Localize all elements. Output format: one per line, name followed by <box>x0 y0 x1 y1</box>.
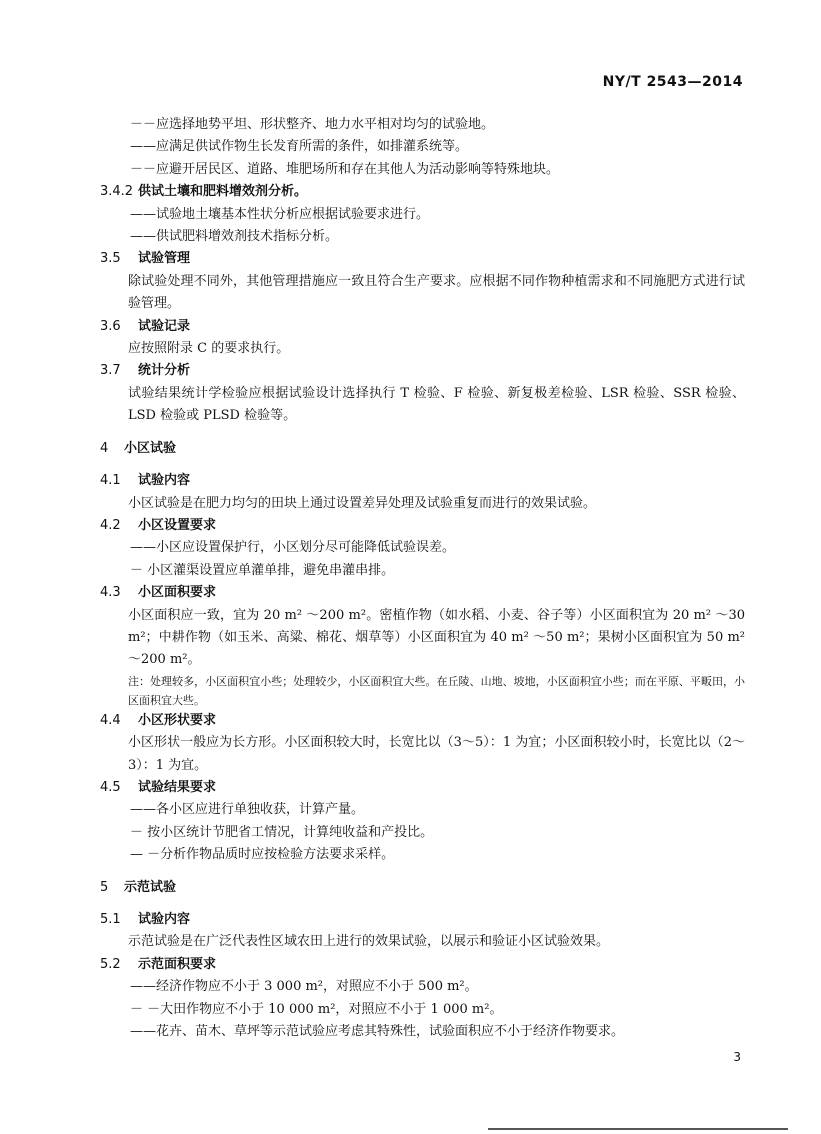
section-number: 3.5 <box>100 251 121 267</box>
document-body <box>100 114 745 1043</box>
section-title: 小区面积要求 <box>138 585 217 601</box>
bottom-rule <box>488 1128 788 1130</box>
section-number: 3.4.2 <box>100 184 134 200</box>
subsection-heading <box>100 248 745 270</box>
list-item: ——各小区应进行单独收获，计算产量。 <box>130 802 365 818</box>
section-title: 小区设置要求 <box>138 517 217 533</box>
section-title: 试验记录 <box>138 318 191 334</box>
section-number: 4 <box>100 440 109 456</box>
section-number: 3.6 <box>100 318 121 334</box>
section-heading <box>100 877 745 899</box>
section-title: 试验内容 <box>138 912 191 927</box>
subsection-heading <box>100 360 745 382</box>
section-number: 4.3 <box>100 585 121 601</box>
section-number: 5.2 <box>100 956 121 972</box>
section-title: 统计分析 <box>138 363 191 379</box>
list-item: － 小区灌渠设置应单灌单排，避免串灌串排。 <box>130 562 395 578</box>
subsection-heading <box>100 470 745 492</box>
paragraph: 小区形状一般应为长方形。小区面积较大时，长宽比以（3～5）：1 为宜；小区面积较小时，长宽比以（2～3）：1 为宜。 <box>128 735 745 773</box>
section-number: 3.7 <box>100 363 121 379</box>
list-item: － 按小区统计节肥省工情况，计算纯收益和产投比。 <box>130 824 434 840</box>
section-number: 4.4 <box>100 712 121 728</box>
subsection-heading <box>100 515 745 537</box>
subsection-heading <box>100 582 745 604</box>
section-title: 试验管理 <box>138 251 191 267</box>
subsection-heading <box>100 181 745 203</box>
list-item: ——经济作物应不小于 3 000 m²，对照应不小于 500 m²。 <box>130 979 478 995</box>
paragraph: 示范试验是在广泛代表性区域农田上进行的效果试验，以展示和验证小区试验效果。 <box>128 934 610 950</box>
section-number: 4.5 <box>100 779 121 795</box>
section-title: 小区形状要求 <box>138 712 217 728</box>
section-title: 示范面积要求 <box>138 956 217 972</box>
standard-number: NY/T 2543—2014 <box>602 74 743 90</box>
list-item: ——试验地土壤基本性状分析应根据试验要求进行。 <box>130 206 430 222</box>
section-number: 4.1 <box>100 473 121 489</box>
list-item: ——花卉、苗木、草坪等示范试验应考虑其特殊性，试验面积应不小于经济作物要求。 <box>130 1024 625 1040</box>
section-number: 5 <box>100 879 109 895</box>
list-item: － －大田作物应不小于 10 000 m²，对照应不小于 1 000 m²。 <box>130 1001 503 1017</box>
section-heading <box>100 438 745 460</box>
section-title: 试验内容 <box>138 473 191 489</box>
list-item: －－应避开居民区、道路、堆肥场所和存在其他人为活动影响等特殊地块。 <box>130 161 560 177</box>
list-item: ——应满足供试作物生长发育所需的条件，如排灌系统等。 <box>130 139 469 155</box>
subsection-heading <box>100 710 745 732</box>
list-item: — －分析作物品质时应按检验方法要求采样。 <box>130 847 395 863</box>
section-number: 5.1 <box>100 912 121 927</box>
section-title: 小区试验 <box>124 440 177 456</box>
section-number: 4.2 <box>100 517 121 533</box>
list-item: ——供试肥料增效剂技术指标分析。 <box>130 229 339 245</box>
paragraph: 小区试验是在肥力均匀的田块上通过设置差异处理及试验重复而进行的效果试验。 <box>128 495 597 511</box>
section-title: 试验结果要求 <box>138 779 217 795</box>
list-item: ——小区应设置保护行，小区划分尽可能降低试验误差。 <box>130 540 456 556</box>
paragraph: 小区面积应一致，宜为 20 m² ～200 m²。密植作物（如水稻、小麦、谷子等）小区面积宜为 20 m² ～30 m²；中耕作物（如玉米、高粱、棉花、烟草等）小区面积宜为 40 m² ～50 m²；果树小区面积宜为 50 m² ～200 m²。 <box>128 607 745 668</box>
page-number: 3 <box>733 1050 741 1064</box>
subsection-heading <box>100 909 745 931</box>
subsection-heading <box>100 954 745 976</box>
paragraph: 应按照附录 C 的要求执行。 <box>128 341 290 357</box>
paragraph: 除试验处理不同外，其他管理措施应一致且符合生产要求。应根据不同作物种植需求和不同施肥方式进行试验管理。 <box>128 273 745 312</box>
paragraph: 试验结果统计学检验应根据试验设计选择执行 T 检验、F 检验、新复极差检验、LSR 检验、SSR 检验、LSD 检验或 PLSD 检验等。 <box>128 385 745 424</box>
subsection-heading <box>100 316 745 338</box>
list-item: －－应选择地势平坦、形状整齐、地力水平相对均匀的试验地。 <box>130 117 495 132</box>
section-title: 供试土壤和肥料增效剂分析。 <box>138 184 308 200</box>
note: 注：处理较多，小区面积宜小些；处理较少，小区面积宜大些。在丘陵、山地、坡地，小区面积宜小些；而在平原、平畈田，小区面积宜大些。 <box>128 674 745 707</box>
section-title: 示范试验 <box>124 879 177 895</box>
subsection-heading <box>100 777 745 799</box>
